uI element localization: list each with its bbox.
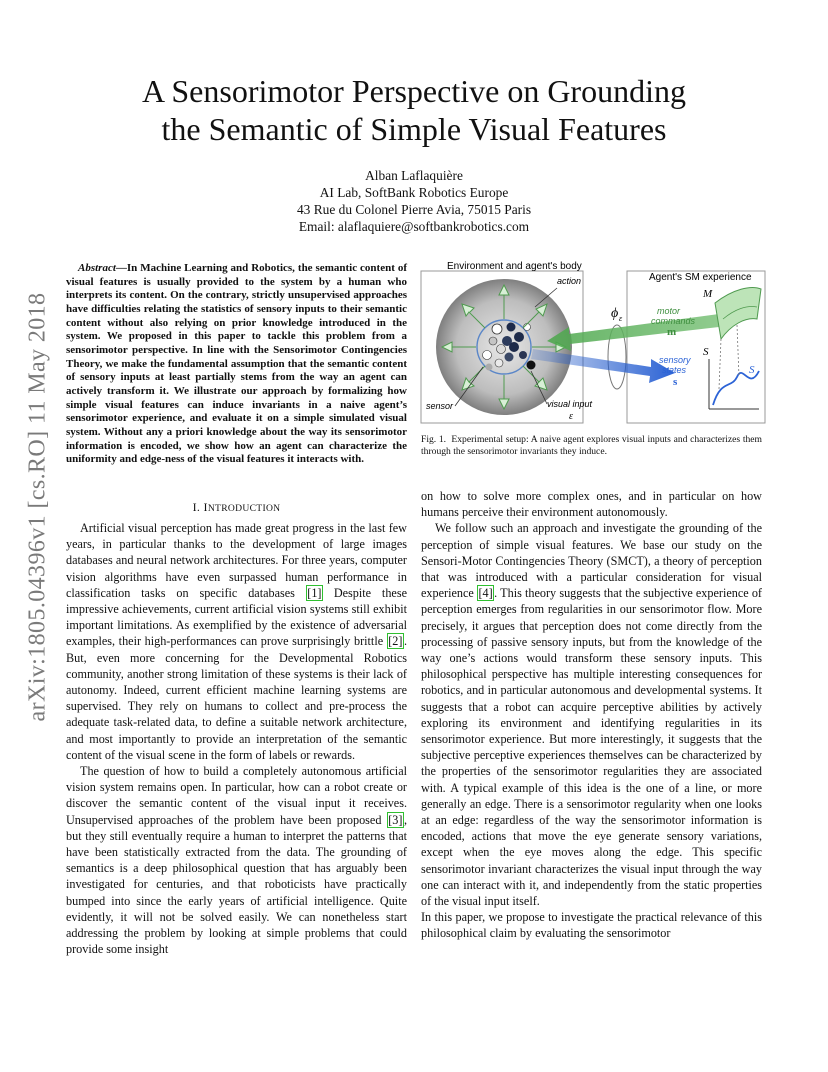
section-heading-introduction: I. INTRODUCTION [192, 500, 281, 514]
phi-subscript: ε [619, 314, 623, 323]
citation-link[interactable]: [1] [307, 585, 322, 600]
sensor-label: sensor [426, 401, 454, 411]
author-address: 43 Rue du Colonel Pierre Avia, 75015 Paris [296, 202, 532, 217]
sm-experience-label: Agent's SM experience [649, 272, 752, 283]
phi-symbol: ϕ [611, 306, 619, 321]
manifold-S-label: S [703, 346, 709, 358]
sensory-states-label-2: states [662, 365, 687, 375]
paragraph: on how to solve more complex ones, and in particular on how humans perceive their environment autonomously. [421, 489, 762, 520]
sensory-curve-label: S [749, 364, 755, 376]
paragraph: The question of how to build a completely autonomous artificial vision system remains open. In particular, how can a robot create or discover the semantic content of the visual input it receives. Unsupervised approaches of the problem have been proposed [3] , but they still eventually require a human to interpret the patterns that have been statistically extracted from the data. The grounding of semantics is a deep philosophical question that has arguably been investigated for centuries, and that roboticists have practically bumped into since the early years of artificial intelligence. Quite evidently, it will not be solved easily. We can nonetheless start addressing the problem by looking at simple problems that could provide some insight [66, 764, 407, 957]
right-column-body [421, 488, 762, 942]
abstract-label: Abstract [78, 262, 116, 274]
sensory-states-label-1: sensory [659, 355, 691, 365]
author-block [0, 167, 828, 235]
paragraph: We follow such an approach and investigate the grounding of the perception of simple visual features. We base our study on the Sensori-Motor Contingencies Theory (SMCT), a theory of perception that was introduced with a particular consideration for visual experience [4] . This theory suggests that the subjective experience of perception emerges from regularities in our sensorimotor flow. More precisely, it argues that perception does not come directly from the processing of passive sensory inputs, but from the knowledge of the way one’s actions would transform these sensory inputs. This philosophical perspective has multiple interesting consequences for robotics, and in particular autonomous and developmental systems. It suggests that a robot can acquire perceptive abilities by actively exploring its environment and identifying regularities in its sensorimotor experience. But more interestingly, it suggests that the subjective perceptive experiences themselves can be characterized by the properties of the sensorimotor regularities they are associated with. A typical example of this idea is the one of a line, or more generally an edge. There is a sensorimotor regularity when one looks at an edge: regardless of the way the sensorimotor information is encoded, actions that move the eye generate sensory variations, except when the eye moves along the edge. This specific sensorimotor invariant characterizes the visual input through the way one can interact with it, and independently from the static properties of the visual input itself. [421, 521, 762, 909]
manifold-M-label: M [703, 288, 713, 300]
motor-commands-label-2: commands [651, 316, 696, 326]
motor-commands-label-1: motor [657, 306, 681, 316]
environment-label: Environment and agent's body [447, 261, 582, 272]
citation-link[interactable]: [4] [478, 586, 493, 601]
visual-input-label: visual input [547, 399, 593, 409]
title-line-2: the Semantic of Simple Visual Features [161, 111, 667, 147]
abstract [66, 262, 407, 467]
motor-symbol: m [667, 326, 677, 338]
left-column-body [66, 520, 407, 957]
figure-1 [419, 259, 767, 427]
paper-title [0, 72, 828, 148]
arxiv-sidebar [26, 272, 50, 742]
citation-link[interactable]: [3] [388, 812, 403, 827]
sensory-symbol: s [673, 376, 678, 388]
paragraph: In this paper, we propose to investigate the practical relevance of this philosophical claim by evaluating the sensorimotor [421, 910, 762, 941]
figure-caption: Fig. 1. Experimental setup: A naive agent explores visual inputs and characterizes them through the sensorimotor invariants they induce. [421, 434, 762, 458]
manifold-M [715, 288, 761, 339]
title-line-1: A Sensorimotor Perspective on Grounding [142, 73, 686, 109]
abstract-text: —In Machine Learning and Robotics, the semantic content of visual features is usually provided to the system by a human who interprets its content. On the contrary, strictly unsupervised approaches have difficulties relating the statistics of sensory inputs to their semantic content without also relying on prior knowledge introduced in the system. We proposed in this paper to tackle this problem from a sensorimotor perspective. In line with the Sensorimotor Contingencies Theory, we make the fundamental assumption that the semantic content of sensory inputs at least partially stems from the way an agent can actively transform it. We illustrate our approach by formalizing how simple visual features can induce invariants in a naive agent’s sensorimotor experience, and evaluate it on a simple simulated visual system. Without any a priori knowledge about the way its sensorimotor information is encoded, we show how an agent can characterize the uniformity and edge-ness of the visual features it interacts with. [66, 262, 407, 466]
action-label: action [557, 276, 582, 286]
author-name: Alban Laflaquière [365, 168, 463, 183]
arxiv-id: arXiv:1805.04396v1 [cs.RO] 11 May 2018 [24, 292, 51, 722]
epsilon-label: ε [569, 411, 573, 422]
figure-diagram [419, 259, 767, 427]
author-affiliation: AI Lab, SoftBank Robotics Europe [319, 185, 509, 200]
author-email: Email: alaflaquiere@softbankrobotics.com [298, 219, 530, 234]
citation-link[interactable]: [2] [388, 634, 403, 649]
paragraph: Artificial visual perception has made great progress in the last few years, in particular thanks to the development of large images databases and neural network architectures. For three years, computer vision algorithms have even surpassed human performance in classification tasks on specific databases [1] Despite these impressive achievements, current artificial vision systems still exhibit important limitations. As exemplified by the existence of adversarial examples, their high-performances can prove surprisingly brittle [2] . But, even more concerning for the Developmental Robotics community, another strong limitation of these systems is their lack of autonomy. Indeed, current efficient machine learning systems are supervised. They rely on humans to collect and pre-process the adequate task-related data, to define a suitable network architecture, and most importantly to provide an interpretation of the semantic content of the visual scene in the form of labels or rewards. [66, 521, 407, 762]
